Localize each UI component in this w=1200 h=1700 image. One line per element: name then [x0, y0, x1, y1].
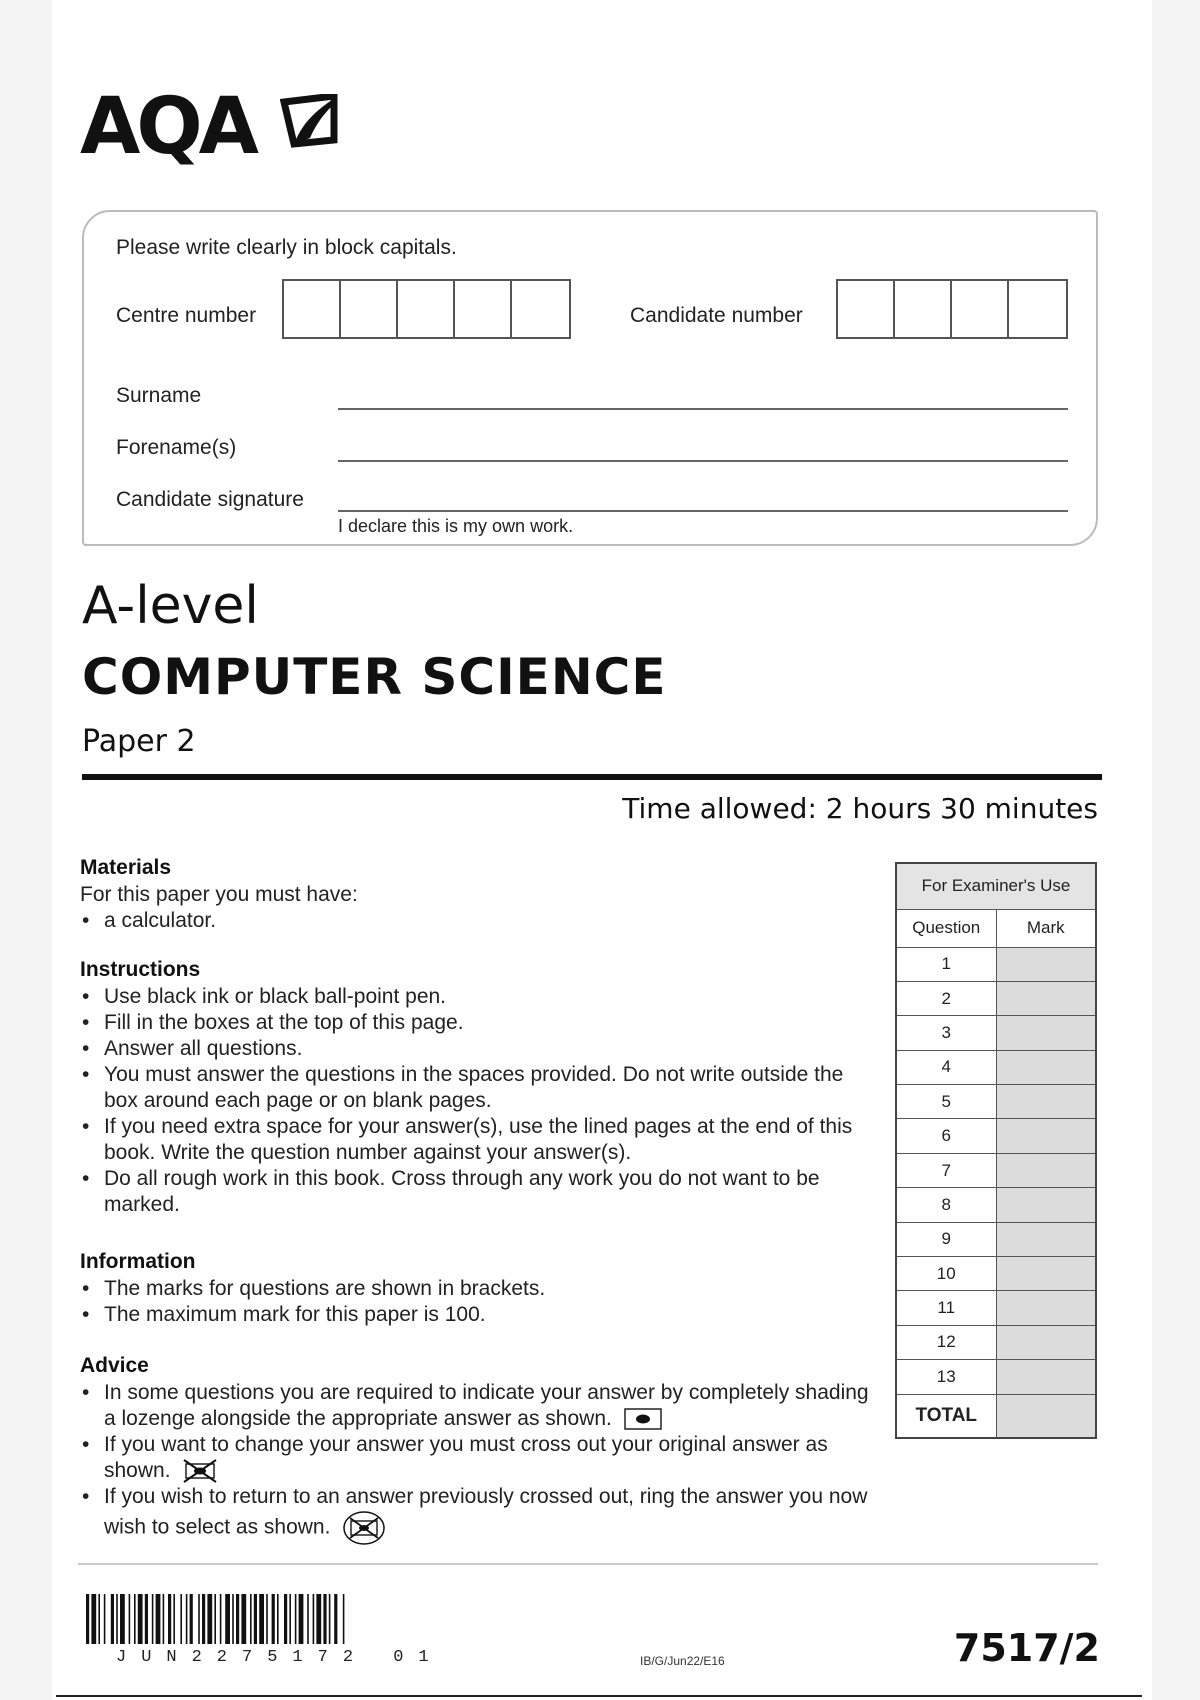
title-divider	[82, 774, 1102, 780]
surname-label: Surname	[116, 384, 202, 407]
barcode-bar	[316, 1594, 321, 1644]
barcode-bar	[190, 1594, 193, 1644]
barcode-bar	[277, 1594, 279, 1644]
candidate-number-label: Candidate number	[630, 304, 803, 327]
forename-label: Forename(s)	[116, 436, 237, 459]
examiners-use-table	[895, 862, 1097, 1439]
centre-number-digit[interactable]	[284, 281, 341, 337]
candidate-details-box	[82, 210, 1098, 546]
question-column-header: Question	[896, 909, 996, 947]
barcode-bar	[173, 1594, 175, 1644]
centre-number-boxes[interactable]	[282, 279, 571, 339]
logo-text: AQA	[80, 82, 256, 172]
examiner-row	[896, 1085, 1096, 1119]
barcode-bar	[266, 1594, 268, 1644]
barcode-bar	[313, 1594, 315, 1644]
subject-title: COMPUTER SCIENCE	[82, 648, 667, 706]
question-number: 7	[896, 1153, 996, 1187]
page-bottom-rule	[56, 1695, 1142, 1697]
question-number: 4	[896, 1050, 996, 1084]
candidate-number-digit[interactable]	[1009, 281, 1066, 337]
instruction-item: • Do all rough work in this book. Cross through any work you do not want to be marked.	[80, 1166, 880, 1218]
mark-column-header: Mark	[996, 909, 1096, 947]
shaded-lozenge-icon	[624, 1408, 662, 1430]
mark-cell	[996, 1119, 1096, 1153]
information-section	[80, 1250, 880, 1328]
centre-number-digit[interactable]	[398, 281, 455, 337]
barcode-bar	[134, 1594, 136, 1644]
barcode-bar	[295, 1594, 297, 1644]
question-number: 6	[896, 1119, 996, 1153]
mark-cell	[996, 947, 1096, 981]
examiner-row	[896, 1360, 1096, 1394]
examiner-row	[896, 1188, 1096, 1222]
paper-number: Paper 2	[82, 724, 196, 759]
advice-section	[80, 1354, 880, 1546]
mark-cell	[996, 981, 1096, 1015]
question-number: 13	[896, 1360, 996, 1394]
barcode-bar	[145, 1594, 148, 1644]
paper-code: 7517/2	[953, 1626, 1100, 1670]
signature-label: Candidate signature	[116, 488, 304, 511]
examiner-row	[896, 1257, 1096, 1291]
advice-item-text: If you want to change your answer you must cross out your original answer as shown.	[104, 1433, 828, 1482]
barcode-bar	[299, 1594, 304, 1644]
barcode-bar	[111, 1594, 114, 1644]
instructions-heading: Instructions	[80, 958, 201, 981]
mark-cell	[996, 1085, 1096, 1119]
question-number: 11	[896, 1291, 996, 1325]
candidate-number-digit[interactable]	[895, 281, 952, 337]
question-number: 9	[896, 1222, 996, 1256]
barcode-bar	[202, 1594, 205, 1644]
mark-cell	[996, 1050, 1096, 1084]
total-mark-cell	[996, 1394, 1096, 1438]
barcode-bar	[129, 1594, 131, 1644]
examiner-row	[896, 1153, 1096, 1187]
barcode-digits: JUN2275172 01	[116, 1648, 444, 1667]
candidate-number-boxes[interactable]	[836, 279, 1068, 339]
candidate-number-digit[interactable]	[952, 281, 1009, 337]
advice-item	[80, 1484, 880, 1546]
mark-cell	[996, 1016, 1096, 1050]
question-number: 12	[896, 1325, 996, 1359]
mark-cell	[996, 1153, 1096, 1187]
barcode-bar	[168, 1594, 171, 1644]
barcode-bar	[250, 1594, 252, 1644]
advice-item	[80, 1432, 880, 1484]
centre-number-digit[interactable]	[341, 281, 398, 337]
examiner-row	[896, 1119, 1096, 1153]
mark-cell	[996, 1222, 1096, 1256]
barcode-bar	[180, 1594, 182, 1644]
barcode-bar	[120, 1594, 125, 1644]
examiner-row	[896, 981, 1096, 1015]
barcode-bar	[254, 1594, 257, 1644]
advice-item-text: In some questions you are required to indicate your answer by completely shading a lozenge alongside the appropriate answer as shown.	[104, 1381, 869, 1430]
instruction-item: • Use black ink or black ball-point pen.	[80, 984, 880, 1010]
total-label: TOTAL	[896, 1394, 996, 1438]
time-allowed: Time allowed: 2 hours 30 minutes	[622, 792, 1098, 825]
barcode-bar	[289, 1594, 291, 1644]
examiner-row	[896, 1291, 1096, 1325]
question-number: 5	[896, 1085, 996, 1119]
barcode-bar	[104, 1594, 106, 1644]
footer-divider	[78, 1563, 1098, 1565]
advice-item	[80, 1380, 880, 1432]
barcode-bar	[116, 1594, 118, 1644]
instruction-item: • Fill in the boxes at the top of this page.	[80, 1010, 880, 1036]
barcode-bar	[259, 1594, 264, 1644]
centre-number-digit[interactable]	[455, 281, 512, 337]
question-number: 8	[896, 1188, 996, 1222]
barcode-bar	[98, 1594, 100, 1644]
examiner-row	[896, 1050, 1096, 1084]
question-number: 3	[896, 1016, 996, 1050]
mark-cell	[996, 1257, 1096, 1291]
barcode-bar	[220, 1594, 222, 1644]
examiner-row	[896, 947, 1096, 981]
examiner-row	[896, 1222, 1096, 1256]
barcode-bar	[334, 1594, 337, 1644]
ringed-lozenge-icon	[342, 1510, 386, 1546]
materials-section	[80, 856, 880, 934]
instructions-section	[80, 958, 880, 1218]
declaration-text: I declare this is my own work.	[338, 516, 574, 536]
mark-cell	[996, 1325, 1096, 1359]
barcode-bar	[284, 1594, 287, 1644]
advice-heading: Advice	[80, 1354, 149, 1377]
barcode-bar	[198, 1594, 200, 1644]
aqa-logo	[80, 82, 256, 172]
centre-number-label: Centre number	[116, 304, 257, 327]
barcode-bar	[329, 1594, 331, 1644]
advice-item-text: If you wish to return to an answer previously crossed out, ring the answer you now wish to select as shown.	[104, 1485, 868, 1539]
candidate-number-digit[interactable]	[838, 281, 895, 337]
crossed-lozenge-icon	[182, 1459, 218, 1483]
instruction-item: • If you need extra space for your answer(s), use the lined pages at the end of this book. Write the question number against your answer(s).	[80, 1114, 880, 1166]
barcode-bar	[91, 1594, 96, 1644]
logo-leaf-icon	[280, 94, 338, 150]
materials-item: • a calculator.	[80, 908, 880, 934]
information-item: • The marks for questions are shown in brackets.	[80, 1276, 880, 1302]
barcode-bar	[241, 1594, 246, 1644]
barcode-bar	[86, 1594, 89, 1644]
examiner-row	[896, 1325, 1096, 1359]
information-heading: Information	[80, 1250, 196, 1273]
qualification-level: A-level	[82, 576, 259, 636]
mark-cell	[996, 1360, 1096, 1394]
barcode-bar	[163, 1594, 165, 1644]
instruction-item: • You must answer the questions in the spaces provided. Do not write outside the box around each page or on blank pages.	[80, 1062, 880, 1114]
examiners-use-heading: For Examiner's Use	[896, 863, 1096, 909]
question-number: 1	[896, 947, 996, 981]
barcode	[86, 1594, 472, 1648]
materials-heading: Materials	[80, 856, 172, 879]
barcode-bar	[214, 1594, 216, 1644]
block-capitals-instruction: Please write clearly in block capitals.	[116, 236, 457, 259]
barcode-bar	[186, 1594, 188, 1644]
barcode-bar	[225, 1594, 230, 1644]
barcode-bar	[343, 1594, 345, 1644]
information-item: • The maximum mark for this paper is 100.	[80, 1302, 880, 1328]
centre-number-digit[interactable]	[512, 281, 569, 337]
barcode-bar	[272, 1594, 275, 1644]
barcode-bar	[232, 1594, 234, 1644]
question-number: 2	[896, 981, 996, 1015]
barcode-bar	[307, 1594, 309, 1644]
barcode-bar	[236, 1594, 239, 1644]
mark-cell	[996, 1291, 1096, 1325]
barcode-bar	[156, 1594, 161, 1644]
examiner-row	[896, 1016, 1096, 1050]
forename-line[interactable]	[338, 460, 1068, 462]
barcode-bar	[207, 1594, 212, 1644]
barcode-bar	[323, 1594, 326, 1644]
question-number: 10	[896, 1257, 996, 1291]
signature-line[interactable]	[338, 510, 1068, 512]
document-reference: IB/G/Jun22/E16	[640, 1654, 725, 1668]
barcode-bar	[138, 1594, 143, 1644]
barcode-bar	[152, 1594, 154, 1644]
surname-line[interactable]	[338, 408, 1068, 410]
mark-cell	[996, 1188, 1096, 1222]
materials-intro: For this paper you must have:	[80, 883, 358, 906]
instruction-item: • Answer all questions.	[80, 1036, 880, 1062]
